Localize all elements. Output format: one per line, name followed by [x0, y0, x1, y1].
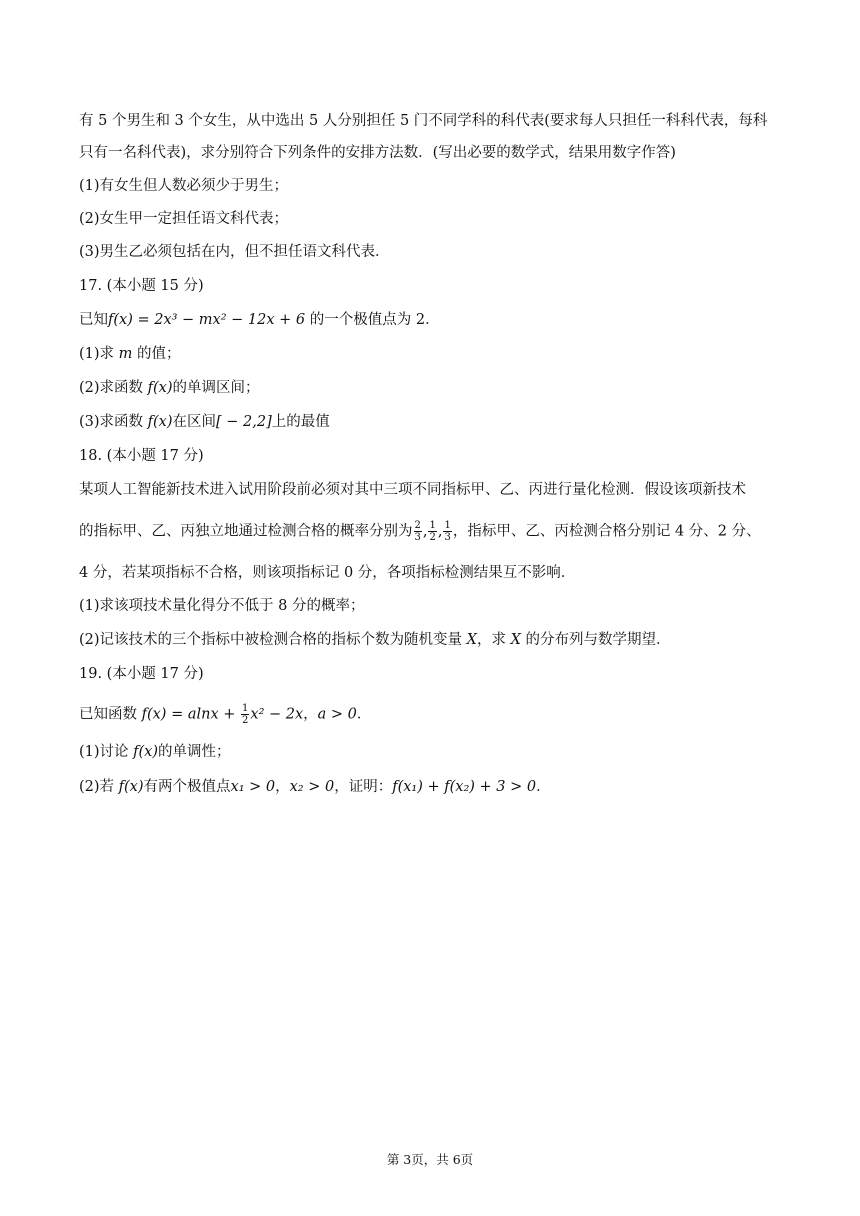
problem-17-function: f(x) = 2x³ − mx² − 12x + 6: [108, 312, 306, 328]
probability-fraction-2: [428, 520, 436, 543]
q1-prefix: (1)求: [79, 346, 119, 362]
frac-num: 1: [429, 520, 436, 531]
q2-suffix: 的分布列与数学期望．: [520, 632, 671, 648]
stem-end: ．: [356, 706, 372, 723]
q2-var: X: [466, 632, 477, 648]
q2-condition-2: x₂ > 0: [289, 779, 335, 795]
problem-18-header: 18. (本小题 17 分): [79, 448, 204, 464]
intro-line-2: 只有一名科代表)，求分别符合下列条件的安排方法数．(写出必要的数学式，结果用数字作答): [79, 145, 676, 161]
q2-prefix: (2)求函数: [79, 380, 148, 396]
problem-17-question-2: [79, 378, 800, 398]
stem-ln: lnx: [196, 706, 219, 723]
q1-suffix: 的单调性；: [158, 744, 231, 760]
intro-question-1: (1)有女生但人数必须少于男生；: [79, 178, 289, 194]
problem-18-line-3: 4 分，若某项指标不合格，则该项指标记 0 分，各项指标检测结果互不影响．: [79, 565, 576, 581]
intro-question-2: (2)女生甲一定担任语文科代表；: [79, 211, 289, 227]
problem-17-stem-prefix: 已知: [79, 312, 108, 328]
q3-suffix: 上的最值: [271, 414, 330, 430]
problem-19-header: 19. (本小题 17 分): [79, 666, 204, 682]
problem-17-header: 17. (本小题 15 分): [79, 278, 204, 294]
problem-19-question-2: [79, 777, 800, 797]
q1-math: f(x): [133, 744, 159, 760]
q3-prefix: (3)求函数: [79, 414, 148, 430]
stem-math-a: f(x) = a: [141, 706, 197, 723]
line2-prefix: 的指标甲、乙、丙独立地通过检测合格的概率分别为: [79, 523, 413, 540]
problem-18-question-1: (1)求该项技术量化得分不低于 8 分的概率；: [79, 598, 365, 614]
q1-suffix: 的值；: [132, 346, 181, 362]
q2-end: ．: [536, 779, 551, 795]
q3-math: f(x): [147, 414, 173, 430]
frac-den: 3: [414, 532, 421, 543]
q1-prefix: (1)讨论: [79, 744, 134, 760]
line2-suffix: ，指标甲、乙、丙检测合格分别记 4 分、2 分、: [452, 523, 761, 540]
intro-line-1: 有 5 个男生和 3 个女生，从中选出 5 人分别担任 5 门不同学科的科代表(要求每人只担任一科科代表，每科: [79, 113, 768, 129]
frac-num: 2: [414, 520, 421, 531]
q2-sep: ，: [275, 779, 290, 795]
problem-19-stem: [79, 703, 800, 726]
q2-math: f(x): [118, 779, 144, 795]
problem-18-question-2: [79, 630, 800, 650]
problem-18-line-1: 某项人工智能新技术进入试用阶段前必须对其中三项不同指标甲、乙、丙进行量化检测．假设该项新技术: [79, 482, 746, 498]
problem-18-line-2: 的指标甲、乙、丙独立地通过检测合格的概率分别为 $\frac{2}{3}$ , $\frac{1}{2}$ , $\frac{1}{3}$ ，指标甲、乙、丙检测合格分别记 4 分、2 分、: [79, 520, 761, 543]
probability-fraction-1: [414, 520, 422, 543]
stem-prefix: 已知函数: [79, 706, 142, 723]
q2-condition-1: x₁ > 0: [230, 779, 276, 795]
q2-mid: ，求: [476, 632, 511, 648]
q2-mid: 有两个极值点: [143, 779, 231, 795]
page-footer: 第 3页，共 6页: [386, 1152, 474, 1167]
frac-num: 1: [242, 703, 249, 714]
q2-var2: X: [510, 632, 521, 648]
stem-plus: +: [218, 706, 241, 723]
intro-question-3: (3)男生乙必须包括在内，但不担任语文科代表．: [79, 244, 390, 260]
q2-suffix: 的单调区间；: [172, 380, 260, 396]
frac-den: 3: [444, 532, 451, 543]
half-fraction: [241, 703, 249, 726]
q2-prefix: (2)若: [79, 779, 119, 795]
q2-prefix: (2)记该技术的三个指标中被检测合格的指标个数为随机变量: [79, 632, 467, 648]
frac-den: 2: [242, 715, 249, 726]
problem-17-question-1: [79, 344, 800, 364]
q3-interval: [ − 2,2]: [216, 414, 272, 430]
probability-fraction-3: [443, 520, 451, 543]
q2-math: f(x): [147, 380, 173, 396]
frac-den: 2: [429, 532, 436, 543]
frac-num: 1: [444, 520, 451, 531]
problem-19-question-1: [79, 742, 800, 762]
q1-var: m: [118, 346, 133, 362]
stem-math-b: x² − 2x: [250, 706, 304, 723]
problem-17-stem: [79, 310, 800, 330]
q3-mid: 在区间: [172, 414, 217, 430]
problem-17-stem-suffix: 的一个极值点为 2．: [305, 312, 440, 328]
stem-condition: a > 0: [317, 706, 357, 723]
q2-prove: ，证明：: [334, 779, 393, 795]
q2-inequality: f(x₁) + f(x₂) + 3 > 0: [392, 779, 537, 795]
stem-sep: ，: [303, 706, 318, 723]
problem-17-question-3: [79, 412, 800, 432]
